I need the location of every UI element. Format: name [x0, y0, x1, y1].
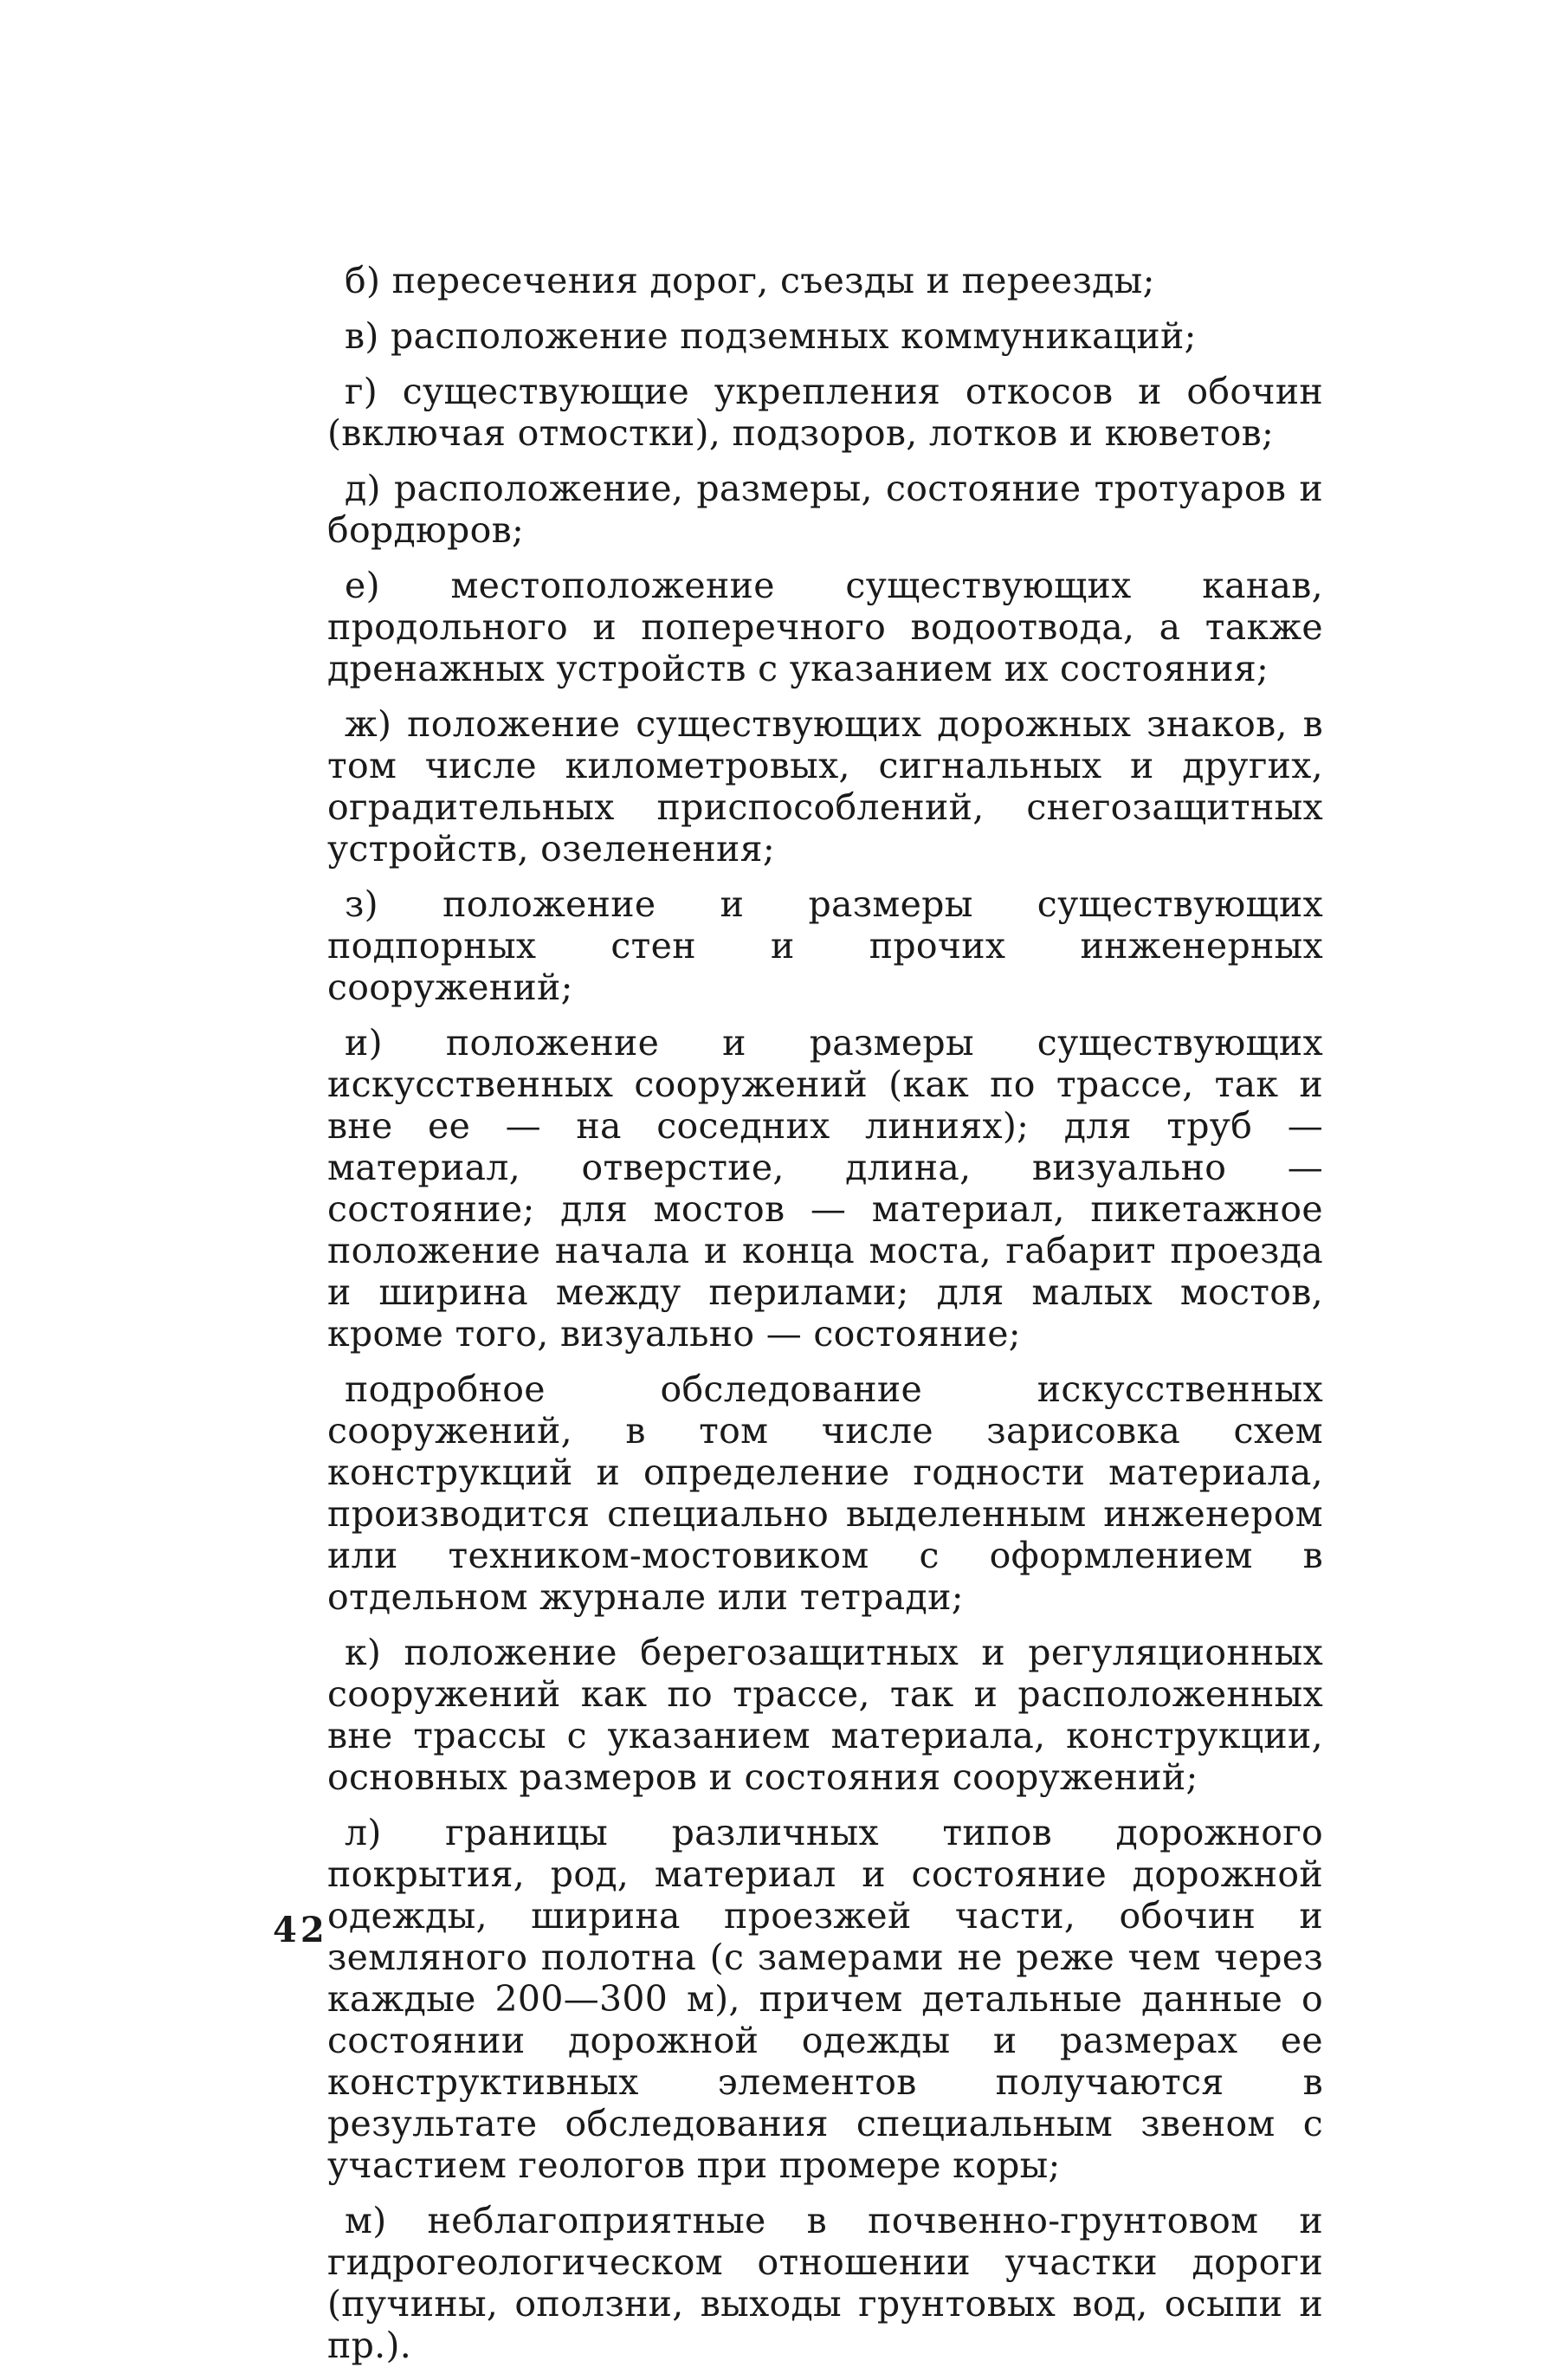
list-item-d: д) расположение, размеры, состояние тротуаров и бордюров;: [327, 468, 1323, 551]
list-item-m: м) неблагоприятные в почвенно-грунтовом и гидрогеологическом отношении участки дороги (пучины, оползни, выходы грунтовых вод, осыпи и пр.).: [327, 2200, 1323, 2366]
note-paragraph: подробное обследование искусственных сооружений, в том числе зарисовка схем конструкций и определение годности материала, производится специально выделенным инженером или техником-мостовиком с оформлением в отдельном журнале или тетради;: [327, 1368, 1323, 1618]
list-item-zh: ж) положение существующих дорожных знаков, в том числе километровых, сигнальных и других, оградительных приспособлений, снегозащитных устройств, озеленения;: [327, 703, 1323, 870]
document-body: [327, 260, 1323, 2380]
list-item-k: к) положение берегозащитных и регуляционных сооружений как по трассе, так и расположенных вне трассы с указанием материала, конструкции, основных размеров и состояния сооружений;: [327, 1632, 1323, 1798]
list-item-v: в) расположение подземных коммуникаций;: [345, 315, 1197, 357]
list-item-g: г) существующие укрепления откосов и обочин (включая отмостки), подзоров, лотков и кюветов;: [327, 371, 1323, 454]
list-item-b: б) пересечения дорог, съезды и переезды;: [345, 260, 1155, 301]
list-item-l: л) границы различных типов дорожного покрытия, род, материал и состояние дорожной одежды, ширина проезжей части, обочин и земляного полотна (с замерами не реже чем через каждые 200—300 м), причем детальные данные о состоянии дорожной одежды и размерах ее конструктивных элементов получаются в результате обследования специальным звеном с участием геологов при промере коры;: [327, 1812, 1323, 2186]
list-item-e: е) местоположение существующих канав, продольного и поперечного водоотвода, а также дренажных устройств с указанием их состояния;: [327, 565, 1323, 689]
page-number: 42: [273, 1910, 328, 1950]
list-item-i: и) положение и размеры существующих искусственных сооружений (как по трассе, так и вне ее — на соседних линиях); для труб — материал, отверстие, длина, визуально — состояние; для мостов — материал, пикетажное положение начала и конца моста, габарит проезда и ширина между перилами; для малых мостов, кроме того, визуально — состояние;: [327, 1022, 1323, 1355]
list-item-z: з) положение и размеры существующих подпорных стен и прочих инженерных сооружений;: [327, 883, 1323, 1008]
